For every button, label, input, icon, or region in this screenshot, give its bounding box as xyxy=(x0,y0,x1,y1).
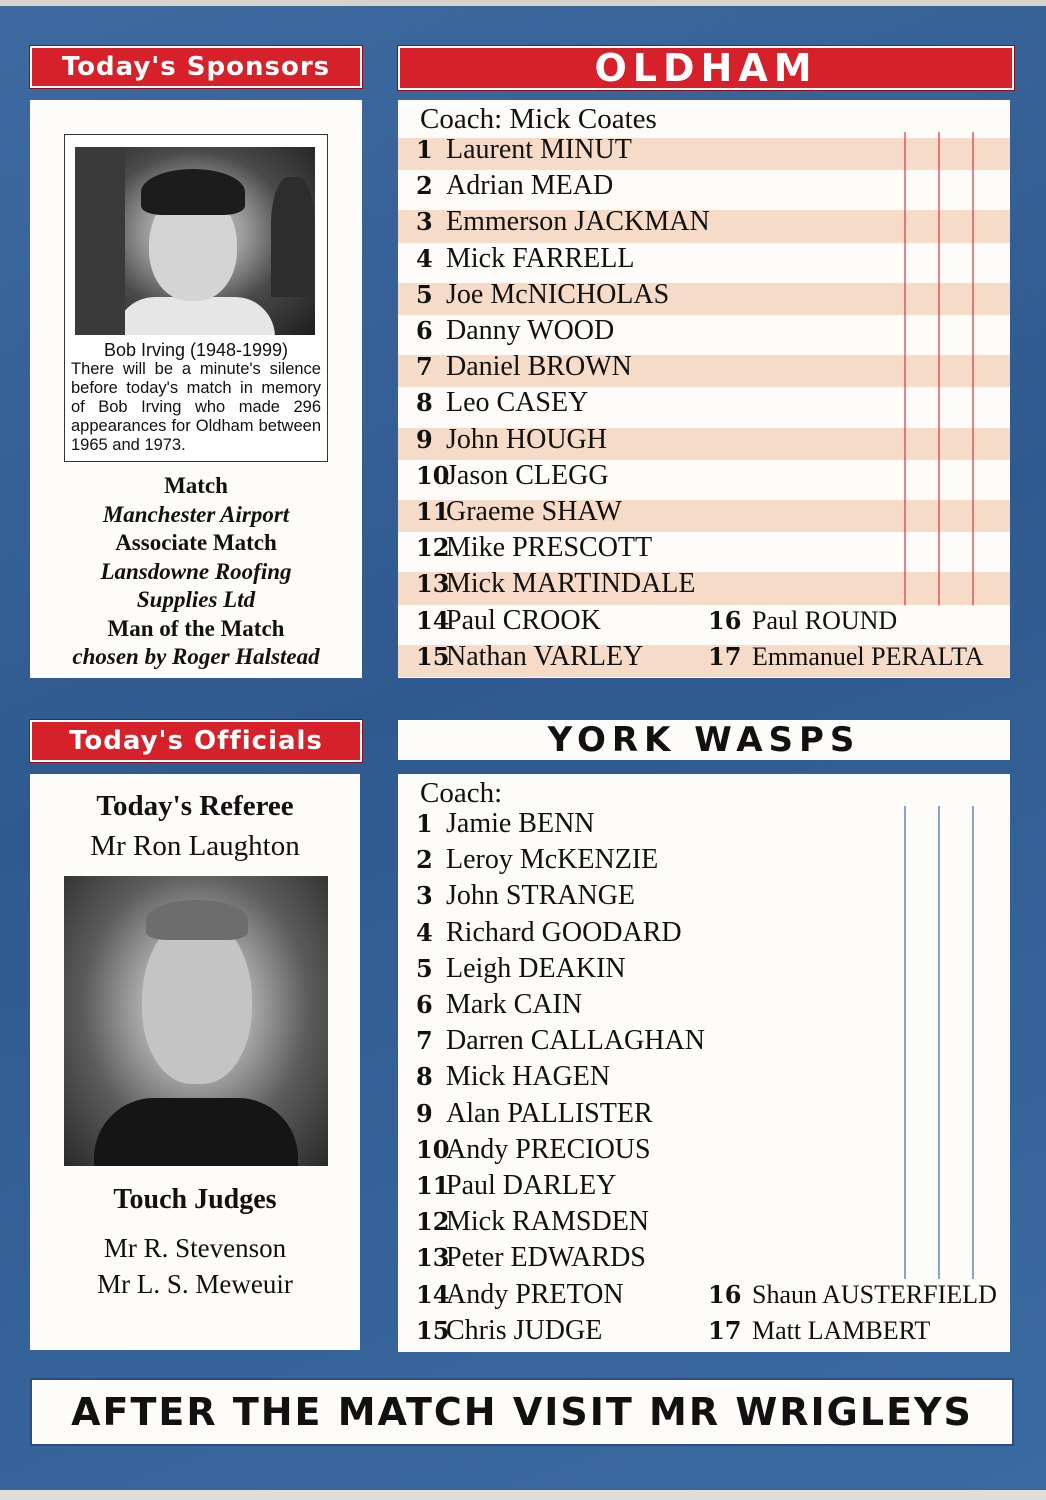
player-row xyxy=(416,568,696,600)
player-number: 16 xyxy=(708,1279,742,1309)
player-number: 17 xyxy=(708,641,742,671)
player-number: 7 xyxy=(416,352,433,382)
player-number: 2 xyxy=(416,845,433,875)
player-row xyxy=(416,989,582,1021)
player-name: Daniel BROWN xyxy=(446,351,632,383)
player-number: 13 xyxy=(416,1243,450,1273)
score-column-line xyxy=(972,806,974,1279)
player-name: Mick HAGEN xyxy=(446,1061,611,1093)
player-name: Emmerson JACKMAN xyxy=(446,206,710,238)
player-name: Matt LAMBERT xyxy=(752,1315,931,1345)
player-row xyxy=(416,351,632,383)
player-number: 10 xyxy=(416,1134,450,1164)
memorial-caption xyxy=(71,341,321,455)
player-name: Andy PRETON xyxy=(446,1278,624,1310)
coach-name: Coach: xyxy=(420,777,503,809)
player-name: Laurent MINUT xyxy=(446,134,632,165)
player-row xyxy=(416,532,652,564)
page-edge-bottom xyxy=(0,1490,1046,1500)
player-number: 3 xyxy=(416,881,433,911)
player-row xyxy=(416,1025,705,1057)
player-row xyxy=(416,1279,624,1311)
player-row xyxy=(416,1098,653,1130)
coach-name: Coach: Mick Coates xyxy=(420,103,657,135)
memorial-caption-title: Bob Irving (1948-1999) xyxy=(103,340,289,360)
officials-tab: Today's Officials xyxy=(30,720,362,762)
player-name: Jason CLEGG xyxy=(446,459,609,491)
memorial-caption-text: There will be a minute's silence before today's match in memory of Bob Irving who made 296 appearances for Oldham between 1965 and 1973. xyxy=(71,360,321,454)
player-number: 12 xyxy=(416,1207,450,1237)
sponsor-line: Associate Match xyxy=(115,530,277,555)
touch-judge-name: Mr R. Stevenson xyxy=(103,1233,287,1263)
player-name: Peter EDWARDS xyxy=(446,1242,646,1274)
player-number: 12 xyxy=(416,533,450,563)
sponsor-list xyxy=(30,472,362,672)
touch-judge-name: Mr L. S. Meweuir xyxy=(97,1269,293,1299)
player-row xyxy=(416,1242,646,1274)
player-number: 2 xyxy=(416,171,433,201)
york-team-sheet xyxy=(398,774,1010,1352)
player-number: 15 xyxy=(416,641,450,671)
player-name: Shaun AUSTERFIELD xyxy=(752,1279,997,1309)
memorial-box xyxy=(64,134,328,462)
referee-heading: Today's Referee xyxy=(96,790,294,822)
player-name: Darren CALLAGHAN xyxy=(446,1025,705,1057)
player-name: Nathan VARLEY xyxy=(446,640,644,672)
score-column-line xyxy=(938,806,940,1279)
player-row xyxy=(416,953,626,985)
player-number: 9 xyxy=(416,1098,433,1128)
player-name: Joe McNICHOLAS xyxy=(446,278,670,310)
york-team-header: YORK WASPS xyxy=(398,720,1010,760)
player-number: 6 xyxy=(416,316,433,345)
player-number: 14 xyxy=(416,605,450,635)
player-name: Danny WOOD xyxy=(446,315,615,346)
player-name: Richard GOODARD xyxy=(446,916,682,948)
player-name: Andy PRECIOUS xyxy=(446,1133,651,1165)
player-row xyxy=(416,170,613,202)
substitute-row xyxy=(708,1315,930,1347)
oldham-team-sheet xyxy=(398,100,1010,678)
player-row xyxy=(416,315,614,347)
referee-name: Mr Ron Laughton xyxy=(90,830,300,862)
player-number: 7 xyxy=(416,1026,433,1056)
player-row xyxy=(416,808,595,840)
player-row xyxy=(416,243,634,275)
player-number: 13 xyxy=(416,569,450,599)
player-row xyxy=(416,1061,610,1093)
player-row xyxy=(416,1206,649,1238)
memorial-photo xyxy=(75,147,315,335)
player-row xyxy=(416,641,643,673)
player-name: Leigh DEAKIN xyxy=(446,952,626,984)
score-column-line xyxy=(904,132,906,605)
player-name: Mick FARRELL xyxy=(446,242,635,274)
player-name: Emmanuel PERALTA xyxy=(752,641,984,671)
sponsors-panel xyxy=(30,100,362,678)
player-name: John HOUGH xyxy=(446,423,607,455)
player-number: 8 xyxy=(416,1062,433,1092)
sponsor-line: Match xyxy=(164,473,228,498)
score-column-line xyxy=(904,806,906,1279)
player-number: 15 xyxy=(416,1315,450,1345)
player-number: 4 xyxy=(416,917,433,947)
player-name: Graeme SHAW xyxy=(446,496,622,527)
touch-judges-heading: Touch Judges xyxy=(113,1184,277,1215)
player-name: Mick RAMSDEN xyxy=(446,1206,650,1238)
sponsor-line: Supplies Ltd xyxy=(136,587,256,612)
player-name: Paul ROUND xyxy=(752,605,898,635)
officials-panel xyxy=(30,774,360,1350)
oldham-team-header: OLDHAM xyxy=(398,46,1014,90)
player-number: 1 xyxy=(416,809,433,838)
player-row xyxy=(416,496,622,528)
sponsor-line: Manchester Airport xyxy=(102,501,290,527)
player-number: 1 xyxy=(416,135,433,164)
player-name: Paul CROOK xyxy=(446,604,601,636)
player-row xyxy=(416,1134,651,1166)
player-name: Leo CASEY xyxy=(446,387,589,419)
player-number: 9 xyxy=(416,424,433,454)
player-row xyxy=(416,917,682,949)
player-name: John STRANGE xyxy=(446,880,636,912)
player-row xyxy=(416,424,607,456)
player-row xyxy=(416,605,601,637)
player-row xyxy=(416,844,658,876)
score-column-line xyxy=(972,132,974,605)
sponsors-tab: Today's Sponsors xyxy=(30,46,362,88)
player-row xyxy=(416,1170,616,1202)
player-number: 4 xyxy=(416,243,433,273)
player-number: 3 xyxy=(416,207,433,237)
substitute-row xyxy=(708,641,984,673)
substitute-row xyxy=(708,1279,997,1311)
score-column-line xyxy=(938,132,940,605)
player-name: Leroy McKENZIE xyxy=(446,844,659,876)
player-number: 14 xyxy=(416,1279,450,1309)
player-name: Mike PRESCOTT xyxy=(446,532,653,564)
player-row xyxy=(416,460,609,492)
player-number: 10 xyxy=(416,460,450,490)
player-row xyxy=(416,1315,602,1347)
player-name: Paul DARLEY xyxy=(446,1170,617,1201)
player-name: Jamie BENN xyxy=(446,808,595,839)
player-number: 6 xyxy=(416,990,433,1019)
player-number: 8 xyxy=(416,388,433,418)
player-name: Chris JUDGE xyxy=(446,1314,603,1346)
player-row xyxy=(416,279,669,311)
player-row xyxy=(416,880,635,912)
player-number: 5 xyxy=(416,953,433,983)
sponsor-line: Lansdowne Roofing xyxy=(100,558,292,584)
player-name: Adrian MEAD xyxy=(446,170,614,202)
referee-photo xyxy=(64,876,328,1166)
player-number: 17 xyxy=(708,1315,742,1345)
player-number: 5 xyxy=(416,279,433,309)
page-edge-top xyxy=(0,0,1046,6)
player-row xyxy=(416,206,710,238)
player-number: 16 xyxy=(708,605,742,635)
player-row xyxy=(416,134,632,166)
touch-judges-list xyxy=(30,1230,360,1302)
substitute-row xyxy=(708,605,897,637)
player-name: Mark CAIN xyxy=(446,989,583,1020)
sponsor-line: Man of the Match xyxy=(107,615,285,641)
bottom-banner: AFTER THE MATCH VISIT MR WRIGLEYS xyxy=(30,1378,1014,1446)
player-name: Mick MARTINDALE xyxy=(446,568,696,600)
player-row xyxy=(416,387,588,419)
player-number: 11 xyxy=(416,497,450,526)
sponsor-line: chosen by Roger Halstead xyxy=(72,644,320,669)
player-number: 11 xyxy=(416,1171,450,1200)
player-name: Alan PALLISTER xyxy=(446,1097,653,1129)
